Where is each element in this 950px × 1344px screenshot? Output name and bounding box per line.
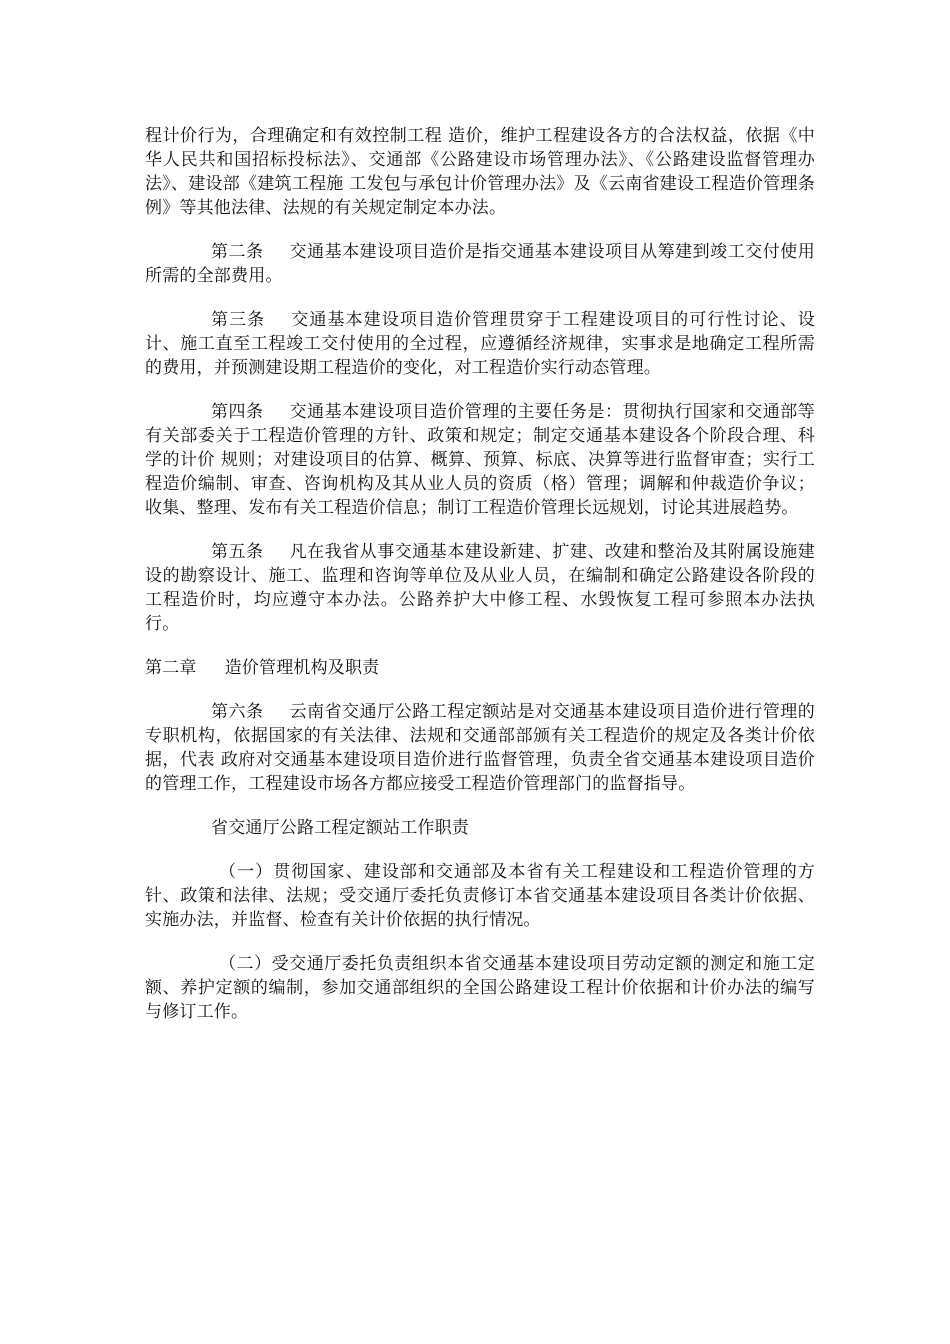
article-text: 交通基本建设项目造价管理的主要任务是：贯彻执行国家和交通部等有关部委关于工程造价管理的方针、政策和规定；制定交通基本建设各个阶段合理、科学的计价 规则；对建设项目的估算、概算、预算、标底、决算等进行监督审查；实行工程造价编制、审查、咨询机构及其从业人员的资质（格）管理；调解和仲裁造价争议； 收集、整理、发布有关工程造价信息；制订工程造价管理长远规划，讨论其进展趋势。 bbox=[145, 402, 815, 518]
duty-item-2: （二）受交通厅委托负责组织本省交通基本建设项目劳动定额的测定和施工定额、养护定额的编制，参加交通部组织的全国公路建设工程计价依据和计价办法的编写与修订工作。 bbox=[145, 954, 815, 1022]
article-3 bbox=[145, 308, 815, 380]
article-label: 第六条 bbox=[211, 702, 264, 722]
chapter-label: 第二章 bbox=[145, 658, 197, 678]
intro-paragraph: 程计价行为，合理确定和有效控制工程 造价，维护工程建设各方的合法权益，依据《中华人民共和国招标投标法》、交通部《公路建设市场管理办法》、《公路建设监督管理办法》、建设部《建筑工程施 工发包与承包计价管理办法》及《云南省建设工程造价管理条例》等其他法律、法规的有关规定制定本办法。 bbox=[145, 126, 815, 218]
article-6 bbox=[145, 700, 815, 796]
article-label: 第四条 bbox=[211, 402, 264, 422]
duty-item-1: （一）贯彻国家、建设部和交通部及本省有关工程建设和工程造价管理的方针、政策和法律、法规；受交通厅委托负责修订本省交通基本建设项目各类计价依据、实施办法，并监督、检查有关计价依据的执行情况。 bbox=[145, 862, 815, 930]
article-text: 交通基本建设项目造价是指交通基本建设项目从筹建到竣工交付使用所需的全部费用。 bbox=[145, 242, 815, 286]
article-text: 云南省交通厅公路工程定额站是对交通基本建设项目造价进行管理的专职机构，依据国家的有关法律、法规和交通部部颁有关工程造价的规定及各类计价依据，代表 政府对交通基本建设项目造价进行监督管理，负责全省交通基本建设项目造价的管理工作，工程建设市场各方都应接受工程造价管理部门的监督指导。 bbox=[145, 702, 815, 794]
article-5 bbox=[145, 540, 815, 636]
duties-heading: 省交通厅公路工程定额站工作职责 bbox=[211, 818, 469, 838]
article-4 bbox=[145, 400, 815, 520]
chapter-title: 造价管理机构及职责 bbox=[224, 658, 380, 678]
article-text: 交通基本建设项目造价管理贯穿于工程建设项目的可行性讨论、设计、施工直至工程竣工交付使用的全过程，应遵循经济规律，实事求是地确定工程所需的费用，并预测建设期工程造价的变化，对工程造价实行动态管理。 bbox=[145, 310, 815, 378]
article-label: 第二条 bbox=[211, 242, 264, 262]
chapter-heading bbox=[145, 656, 815, 680]
document-page bbox=[145, 124, 815, 1024]
article-label: 第五条 bbox=[211, 542, 264, 562]
article-text: 凡在我省从事交通基本建设新建、扩建、改建和整治及其附属设施建设的勘察设计、施工、监理和咨询等单位及从业人员，在编制和确定公路建设各阶段的工程造价时，均应遵守本办法。公路养护大中修工程、水毁恢复工程可参照本办法执行。 bbox=[145, 542, 815, 634]
article-label: 第三条 bbox=[211, 310, 266, 330]
article-2 bbox=[145, 240, 815, 288]
